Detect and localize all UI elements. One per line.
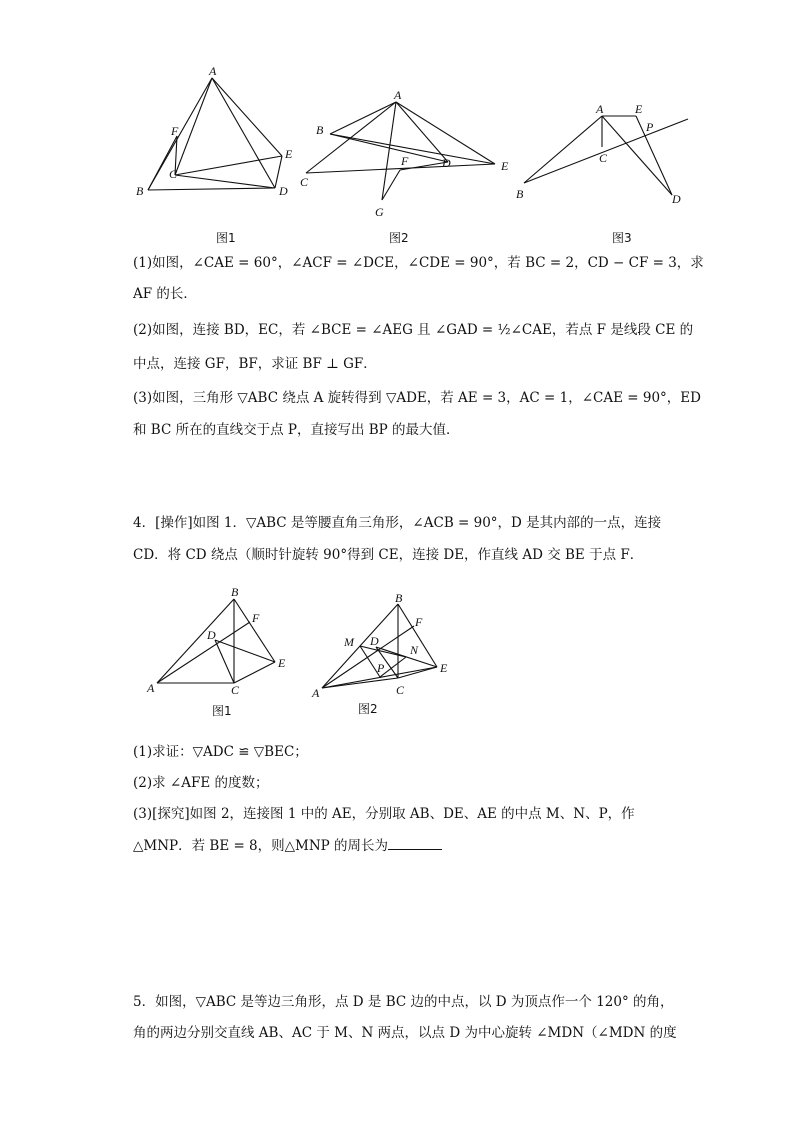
p4fig1-label-e: E: [278, 656, 286, 670]
fig3-label-b: B: [516, 187, 524, 201]
problem4-line1: 4．[操作]如图 1．▽ABC 是等腰直角三角形，∠ACB = 90°，D 是其内部的一点，连接: [133, 515, 662, 531]
problem3-part2-line2: 中点，连接 GF，BF，求证 BF ⊥ GF．: [133, 356, 377, 372]
fig3-label-p: P: [646, 120, 654, 134]
p4fig2-label-e: E: [440, 661, 448, 675]
fig2-label-d: D: [442, 156, 451, 170]
fig1-label-a: A: [209, 64, 217, 78]
figure-2: [298, 88, 518, 223]
fig1-label-e: E: [285, 147, 293, 161]
figure-2-caption: 图2: [389, 231, 409, 245]
p4fig1-label-a: A: [147, 681, 155, 695]
problem3-part1-line1: (1)如图，∠CAE = 60°，∠ACF = ∠DCE，∠CDE = 90°，若 BC = 2，CD − CF = 3，求: [133, 255, 704, 271]
p4fig1-label-d: D: [207, 628, 216, 642]
p4fig2-label-f: F: [415, 615, 423, 629]
fig3-label-c: C: [599, 151, 608, 165]
problem3-part1-line2: AF 的长．: [133, 286, 197, 302]
problem4-line2: CD．将 CD 绕点（顺时针旋转 90°得到 CE，连接 DE，作直线 AD 交 BE 于点 F．: [133, 547, 644, 563]
p4fig2-label-a: A: [312, 686, 320, 700]
problem4-q1: (1)求证：▽ADC ≌ ▽BEC；: [133, 744, 308, 760]
fig1-label-d: D: [279, 184, 288, 198]
figure-1: [130, 60, 300, 210]
fig1-label-f: F: [171, 124, 179, 138]
fig2-label-e: E: [501, 159, 509, 173]
fig1-label-b: B: [136, 184, 144, 198]
p4fig1-label-c: C: [231, 683, 240, 697]
p4fig2-label-m: M: [344, 635, 354, 649]
p4fig2-label-d: D: [370, 634, 379, 648]
p4fig2-label-n: N: [410, 643, 419, 657]
fig3-label-d: D: [672, 192, 681, 206]
fig1-label-c: C: [169, 167, 178, 181]
problem3-part3-line2: 和 BC 所在的直线交于点 P，直接写出 BP 的最大值．: [133, 422, 460, 438]
problem5-line2: 角的两边分别交直线 AB、AC 于 M、N 两点，以点 D 为中心旋转 ∠MDN（∠MDN 的度: [133, 1025, 677, 1041]
problem4-q2: (2)求 ∠AFE 的度数；: [133, 775, 269, 791]
problem4-figure-2-caption: 图2: [358, 702, 378, 716]
fig3-label-a: A: [596, 102, 604, 116]
figure-1-caption: 图1: [216, 231, 236, 245]
fig2-label-b: B: [316, 123, 324, 137]
problem4-q3-line2-wrap: [133, 837, 442, 855]
answer-blank: [388, 837, 442, 850]
problem4-q3-line2: △MNP．若 BE = 8，则△MNP 的周长为: [133, 838, 389, 854]
fig2-label-c: C: [300, 175, 309, 189]
p4fig1-label-f: F: [252, 611, 260, 625]
problem3-part3-line1: (3)如图，三角形 ▽ABC 绕点 A 旋转得到 ▽ADE，若 AE = 3，AC = 1，∠CAE = 90°，ED: [133, 390, 701, 406]
figure-3: [510, 95, 695, 210]
problem4-figure-2: [310, 590, 460, 705]
p4fig1-label-b: B: [231, 585, 239, 599]
problem4-q3-line1: (3)[探究]如图 2，连接图 1 中的 AE，分别取 AB、DE、AE 的中点 M、N、P，作: [133, 806, 635, 822]
fig3-label-e: E: [635, 102, 643, 116]
problem4-figure-1: [145, 585, 300, 700]
fig2-label-g: G: [375, 205, 384, 219]
p4fig2-label-b: B: [395, 591, 403, 605]
figure-3-caption: 图3: [612, 231, 632, 245]
fig2-label-a: A: [394, 88, 402, 102]
p4fig2-label-c: C: [396, 683, 405, 697]
problem4-figure-1-caption: 图1: [212, 704, 232, 718]
p4fig2-label-p: P: [377, 661, 385, 675]
fig2-label-f: F: [401, 154, 409, 168]
problem3-part2-line1: (2)如图，连接 BD，EC，若 ∠BCE = ∠AEG 且 ∠GAD = ½∠CAE，若点 F 是线段 CE 的: [133, 322, 694, 338]
problem5-line1: 5．如图，▽ABC 是等边三角形，点 D 是 BC 边的中点，以 D 为顶点作一个 120° 的角，: [133, 994, 674, 1010]
